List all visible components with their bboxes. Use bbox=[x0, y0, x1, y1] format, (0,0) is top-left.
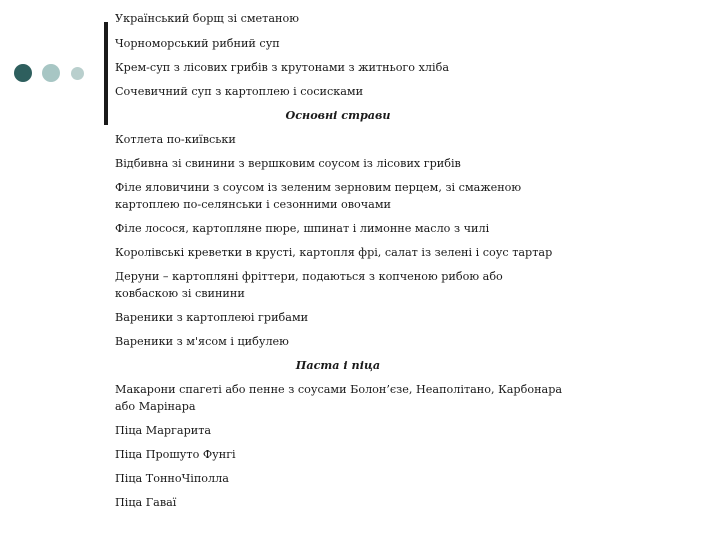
pale-teal-dot-icon bbox=[71, 67, 84, 80]
menu-item-soup-4: Сочевичний суп з картоплею і сосисками bbox=[115, 85, 364, 98]
menu-item-main-3: Філе яловичини з соусом із зеленим зерновим перцем, зі смаженою картоплею по-селянськи і сезонними овочами bbox=[115, 181, 522, 211]
left-accent-bar bbox=[104, 22, 108, 125]
menu-item-pasta-2: Піца Маргарита bbox=[115, 424, 212, 437]
menu-item-main-5: Королівські креветки в крусті, картопля фрі, салат із зелені і соус тартар bbox=[115, 246, 553, 259]
menu-item-soup-3: Крем-суп з лісових грибів з крутонами з житнього хліба bbox=[115, 61, 449, 74]
section-heading-pasta: Паста і піца bbox=[295, 358, 381, 372]
teal-dot-icon bbox=[14, 64, 32, 82]
menu-item-soup-2: Чорноморський рибний суп bbox=[115, 37, 280, 50]
menu-item-pasta-3: Піца Прошуто Фунгі bbox=[115, 448, 236, 461]
menu-item-main-6: Деруни – картопляні фріттери, подаються з копченою рибою або ковбаскою зі свинини bbox=[115, 270, 503, 300]
menu-item-soup-1: Український борщ зі сметаною bbox=[115, 12, 299, 25]
menu-item-main-8: Вареники з м'ясом і цибулею bbox=[115, 335, 289, 348]
menu-item-pasta-4: Піца ТонноЧіполла bbox=[115, 472, 229, 485]
menu-item-main-2: Відбивна зі свинини з вершковим соусом із лісових грибів bbox=[115, 157, 461, 170]
menu-item-pasta-1: Макарони спагеті або пенне з соусами Болон’єзе, Неаполітано, Карбонара або Марінара bbox=[115, 383, 563, 413]
light-teal-dot-icon bbox=[42, 64, 60, 82]
menu-item-main-1: Котлета по-київськи bbox=[115, 133, 236, 146]
menu-item-main-7: Вареники з картоплеюі грибами bbox=[115, 311, 309, 324]
menu-item-pasta-5: Піца Гаваї bbox=[115, 496, 177, 509]
section-heading-mains: Основні страви bbox=[285, 108, 391, 122]
menu-item-main-4: Філе лосося, картопляне пюре, шпинат і лимонне масло з чилі bbox=[115, 222, 490, 235]
